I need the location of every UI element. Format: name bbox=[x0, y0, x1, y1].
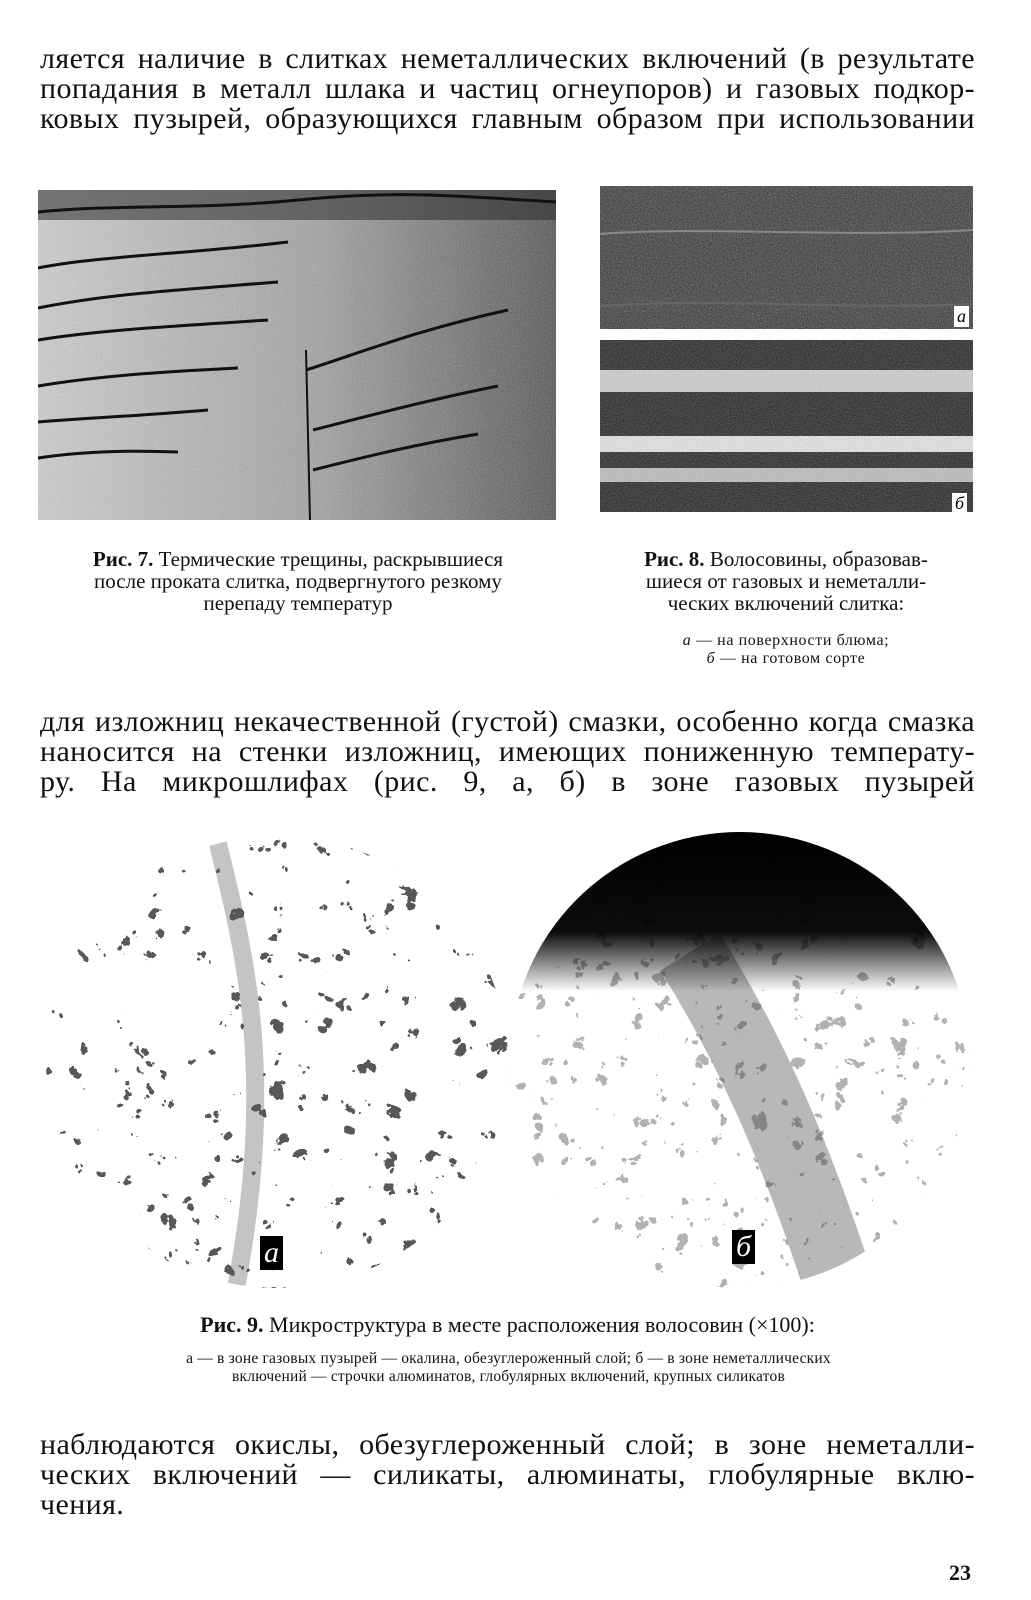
panel-label-b: б bbox=[952, 493, 967, 512]
paragraph-middle bbox=[40, 707, 975, 797]
sub-letter-a: а bbox=[682, 632, 692, 649]
panel-label-a: а bbox=[260, 1236, 283, 1270]
figure7-photo bbox=[38, 190, 556, 520]
figure9-detail bbox=[36, 1350, 981, 1386]
caption-line: ческих включений слитка: bbox=[667, 591, 905, 615]
sub-letter-b: б bbox=[706, 650, 716, 667]
caption-line: перепаду температур bbox=[203, 591, 393, 615]
text-line: ческих включений — силикаты, алюминаты, глобулярные вклю- bbox=[40, 1458, 975, 1491]
figure9-label: Рис. 9. bbox=[200, 1312, 264, 1337]
panel-label-b: б bbox=[732, 1230, 755, 1264]
text-line: ру. На микрошлифах (рис. 9, а, б) в зоне газовых пузырей bbox=[40, 765, 975, 798]
figure9-micrograph-a bbox=[46, 836, 508, 1288]
detail-line: включений — строчки алюминатов, глобулярных включений, крупных силикатов bbox=[232, 1368, 785, 1385]
caption-line: Термические трещины, раскрывшиеся bbox=[158, 547, 504, 571]
text-line: ляется наличие в слитках неметаллических включений (в результате bbox=[40, 42, 975, 75]
caption-line: Волосовины, образовав- bbox=[709, 547, 928, 571]
text-line: наносится на стенки изложниц, имеющих пониженную температу- bbox=[40, 735, 975, 768]
text-line: попадания в металл шлака и частиц огнеупоров) и газовых подкор- bbox=[40, 72, 975, 105]
figure8-caption bbox=[596, 548, 976, 614]
text-line: ковых пузырей, образующихся главным образом при использовании bbox=[40, 102, 975, 135]
text-line: наблюдаются окислы, обезуглероженный слой; в зоне неметалли- bbox=[40, 1428, 975, 1461]
caption-line: шиеся от газовых и неметалли- bbox=[645, 569, 927, 593]
text-line: для изложниц некачественной (густой) смазки, особенно когда смазка bbox=[40, 705, 975, 738]
figure8-photo-a bbox=[600, 186, 973, 329]
paragraph-bottom bbox=[40, 1430, 975, 1520]
sub-text-a: — на поверхности блюма; bbox=[695, 632, 890, 649]
panel-label-a: а bbox=[954, 306, 969, 327]
figure9-title: Микроструктура в месте расположения волосовин (×100): bbox=[269, 1312, 815, 1337]
figure7-label: Рис. 7. bbox=[92, 547, 154, 571]
figure8-subcaption bbox=[596, 632, 976, 668]
text-line: чения. bbox=[40, 1488, 125, 1521]
figure9-caption bbox=[40, 1314, 975, 1336]
page-number: 23 bbox=[949, 1560, 971, 1585]
sub-text-b: — на готовом сорте bbox=[719, 650, 866, 667]
figure8-photo-b bbox=[600, 340, 973, 512]
figure9-micrograph-b bbox=[510, 832, 970, 1288]
figure8-label: Рис. 8. bbox=[644, 547, 705, 571]
paragraph-top bbox=[40, 44, 975, 134]
detail-line: а — в зоне газовых пузырей — окалина, обезуглероженный слой; б — в зоне неметаллических bbox=[186, 1350, 831, 1367]
caption-line: после проката слитка, подвергнутого резкому bbox=[94, 569, 502, 593]
figure7-caption bbox=[36, 548, 560, 614]
